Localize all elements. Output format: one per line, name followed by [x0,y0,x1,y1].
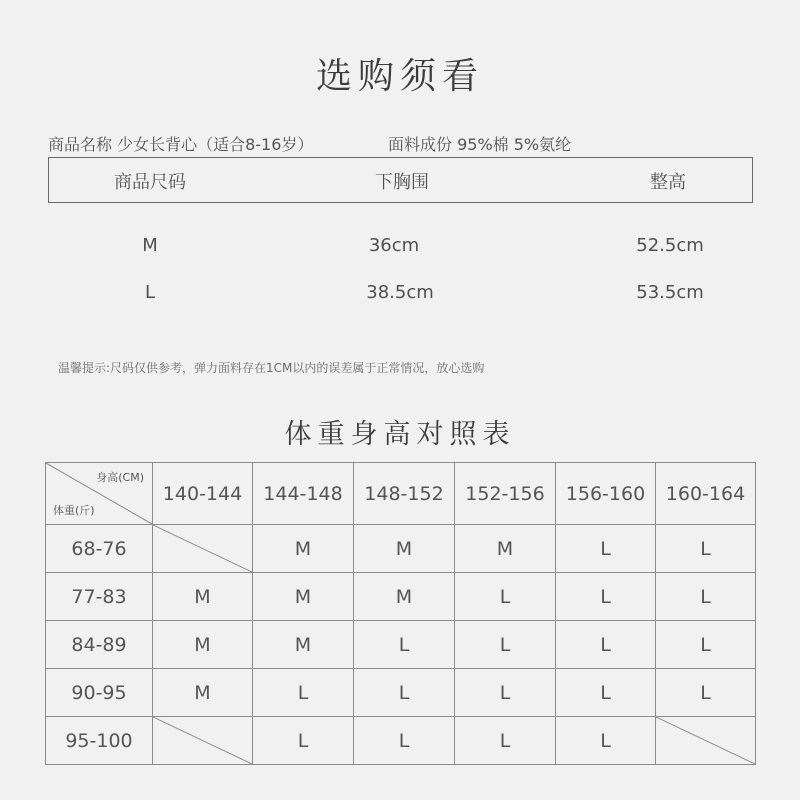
table-row [46,621,756,669]
size-recommendation-cell: M [253,621,354,669]
size-recommendation-cell: L [656,669,756,717]
size-recommendation-cell: L [656,525,756,573]
diagonal-line [153,525,252,572]
size-recommendation-cell: L [656,621,756,669]
size-recommendation-cell: L [656,573,756,621]
size-recommendation-cell: L [556,669,656,717]
table-row [46,525,756,573]
size-cell: 38.5cm [366,282,434,303]
size-recommendation-cell: L [556,717,656,765]
size-recommendation-cell: L [253,669,354,717]
size-recommendation-cell: L [556,573,656,621]
empty-cell [656,717,756,765]
size-recommendation-cell: L [354,717,455,765]
size-recommendation-cell: L [455,621,556,669]
height-range-header: 156-160 [556,463,656,525]
empty-cell [153,717,253,765]
weight-axis-label: 体重(斤) [53,504,95,517]
height-axis-label: 身高(CM) [96,471,144,484]
corner-cell [46,463,153,525]
size-recommendation-cell: L [253,717,354,765]
size-recommendation-cell: L [455,717,556,765]
size-recommendation-cell: M [354,573,455,621]
size-recommendation-cell: L [455,669,556,717]
size-recommendation-cell: M [354,525,455,573]
empty-cell [153,525,253,573]
size-header-size: 商品尺码 [114,172,186,193]
height-range-header: 140-144 [153,463,253,525]
size-recommendation-cell: L [556,621,656,669]
weight-range-cell: 68-76 [46,525,153,573]
size-recommendation-cell: M [153,573,253,621]
size-header-underbust: 下胸围 [375,172,429,193]
weight-range-cell: 90-95 [46,669,153,717]
size-header-length: 整高 [650,172,686,193]
size-cell: M [142,235,158,256]
height-range-header: 152-156 [455,463,556,525]
table-row [46,669,756,717]
height-range-header: 144-148 [253,463,354,525]
size-recommendation-cell: L [556,525,656,573]
product-name: 商品名称 少女长背心（适合8-16岁） [48,135,314,154]
size-cell: 53.5cm [636,282,704,303]
size-recommendation-cell: M [153,669,253,717]
size-recommendation-cell: M [153,621,253,669]
size-recommendation-cell: M [455,525,556,573]
size-recommendation-cell: L [354,669,455,717]
size-cell: 52.5cm [636,235,704,256]
size-cell: L [144,282,156,303]
table-row [46,717,756,765]
table-row [46,573,756,621]
height-range-header: 148-152 [354,463,455,525]
size-notice: 温馨提示:尺码仅供参考，弹力面料存在1CM以内的误差属于正常情况，放心选购 [58,361,485,375]
diagonal-line [656,717,755,764]
size-recommendation-cell: M [253,525,354,573]
chart-title: 体重身高对照表 [284,419,516,450]
size-cell: 36cm [368,235,420,256]
weight-range-cell: 77-83 [46,573,153,621]
size-recommendation-cell: L [354,621,455,669]
weight-range-cell: 84-89 [46,621,153,669]
height-weight-table [45,462,756,765]
table-header-row [46,463,756,525]
diagonal-line [153,717,252,764]
weight-range-cell: 95-100 [46,717,153,765]
size-recommendation-cell: M [253,573,354,621]
height-range-header: 160-164 [656,463,756,525]
page-title: 选购须看 [315,56,484,97]
fabric-composition: 面料成份 95%棉 5%氨纶 [388,135,572,154]
size-recommendation-cell: L [455,573,556,621]
